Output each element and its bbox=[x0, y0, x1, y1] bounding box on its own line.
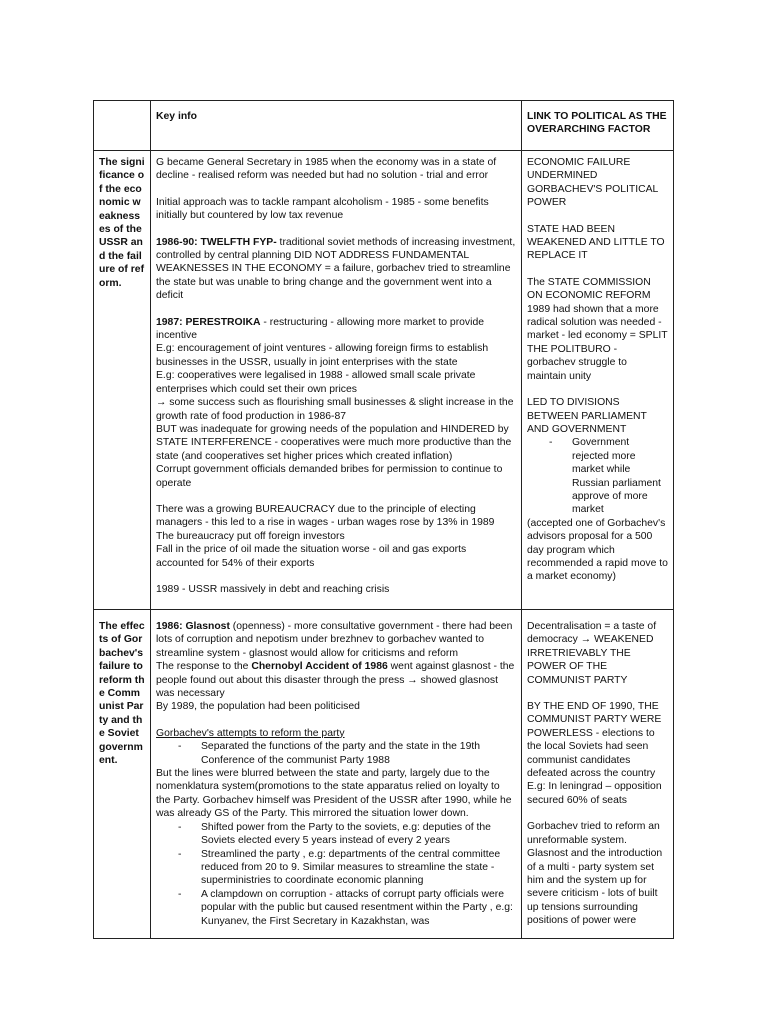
bold-heading: 1987: PERESTROIKA bbox=[156, 316, 261, 328]
line: BUT was inadequate for growing needs of the population and HINDERED by STATE INTERFERENCE - cooperatives were much more productive than the state (and cooperatives set higher prices which created inflation) bbox=[156, 423, 512, 462]
dash-bullet: - bbox=[178, 741, 182, 753]
row-title-economic: The significance of the economic weaknesses of the USSR and the failure of reform. bbox=[94, 151, 151, 610]
dash-bullet: - bbox=[178, 888, 182, 900]
twelfth-fyp-paragraph bbox=[156, 236, 516, 303]
paragraph: 1989 - USSR massively in debt and reaching crisis bbox=[156, 583, 390, 595]
list-item-text: A clampdown on corruption - attacks of corrupt party officials were popular with the public but caused resentment within the Party , e.g: Kunyanev, the First Secretary in Kazakhstan, was bbox=[201, 888, 513, 927]
paragraph: Gorbachev tried to reform an unreformable system. Glasnost and the introduction of a multi - party system set him and the system up for severe criticism - lots of built up tensions surrounding positions of power were bbox=[527, 821, 663, 927]
text: - restructuring - allowing more market to provide incentive bbox=[156, 316, 484, 342]
line: Corrupt government officials demanded bribes for permission to continue to operate bbox=[156, 464, 503, 489]
bold-heading: 1986: Glasnost bbox=[156, 621, 230, 632]
paragraph: (accepted one of Gorbachev's advisors proposal for a 500 day program which recommended a rapid move to a market economy) bbox=[527, 517, 668, 583]
bold-heading: 1986-90: TWELFTH FYP- bbox=[156, 236, 277, 248]
line: The bureaucracy put off foreign investors bbox=[156, 530, 345, 542]
line: E.g: encouragement of joint ventures - allowing foreign firms to establish businesses in the USSR, usually in joint enterprises with the state bbox=[156, 343, 489, 368]
row-title-party: The effects of Gorbachev's failure to reform the Communist Party and the Soviet government. bbox=[94, 610, 151, 939]
list-item-text: Government rejected more market while Russian parliament approve of more market bbox=[572, 437, 661, 516]
text: went against glasnost - the people found out about this disaster through the press → showed glasnost was necessary bbox=[156, 661, 515, 700]
paragraph: STATE HAD BEEN WEAKENED AND LITTLE TO REPLACE IT bbox=[527, 223, 665, 262]
text: The response to the bbox=[156, 661, 252, 673]
text: traditional soviet methods of increasing investment, controlled by central planning DID NOT ADDRESS FUNDAMENTAL WEAKNESSES IN THE ECONOMY = a failure, gorbachev tried to streamline the state but was unable to bring change and the government went into a deficit bbox=[156, 236, 516, 302]
header-row bbox=[94, 101, 674, 151]
paragraph: The STATE COMMISSION ON ECONOMIC REFORM 1989 had shown that a more radical solution was needed - market - led economy = SPLIT THE POLITBURO - gorbachev struggle to maintain unity bbox=[527, 276, 668, 382]
economic-weakness-row bbox=[94, 151, 674, 610]
bullet-list bbox=[156, 821, 516, 928]
list-item-text: Streamlined the party , e.g: departments of the central committee reduced from 20 to 9. Similar measures to streamline the state - superministries to coordinate economic planning bbox=[201, 848, 501, 887]
key-info-economic bbox=[151, 151, 522, 610]
line: E.g: cooperatives were legalised in 1988 - allowed small scale private enterprises which could set their own prices bbox=[156, 370, 476, 395]
reform-heading: Gorbachev's attempts to reform the party bbox=[156, 727, 345, 739]
list-item bbox=[527, 436, 668, 516]
dash-bullet: - bbox=[178, 848, 182, 860]
line: There was a growing BUREAUCRACY due to the principle of electing managers - this led to a rise in wages - urban wages rose by 13% in 1989 bbox=[156, 503, 495, 529]
bullet-list bbox=[156, 740, 516, 767]
text: (openness) - more consultative government - there had been lots of corruption and nepotism under brezhnev to gorbachev wanted to streamline system - glasnost would allow for criticisms and reform bbox=[156, 621, 513, 659]
link-political-economic bbox=[522, 151, 674, 610]
paragraph: ECONOMIC FAILURE UNDERMINED GORBACHEV'S POLITICAL POWER bbox=[527, 157, 658, 209]
paragraph: But the lines were blurred between the state and party, largely due to the nomenklatura system(promotions to the state apparatus relied on loyalty to the Party. Gorbachev himself was President of the USSR after 1990, while he was already GS of the Party. This mirrored the situation lower down. bbox=[156, 768, 512, 820]
party-reform-row bbox=[94, 610, 674, 939]
glasnost-paragraph bbox=[156, 620, 516, 660]
list-item bbox=[156, 740, 516, 767]
line: → some success such as flourishing small businesses & slight increase in the growth rate of food production in 1986-87 bbox=[156, 397, 514, 422]
paragraph: Decentralisation = a taste of democracy → WEAKENED IRRETRIEVABLY THE POWER OF THE COMMUNIST PARTY bbox=[527, 621, 657, 686]
notes-table bbox=[93, 100, 674, 939]
header-link-political: LINK TO POLITICAL AS THE OVERARCHING FACTOR bbox=[522, 101, 674, 151]
paragraph: LED TO DIVISIONS BETWEEN PARLIAMENT AND GOVERNMENT bbox=[527, 397, 647, 435]
list-item bbox=[156, 848, 516, 888]
list-item-text: Separated the functions of the party and the state in the 19th Conference of the communist Party 1988 bbox=[201, 741, 481, 766]
dash-bullet: - bbox=[178, 821, 182, 833]
paragraph: BY THE END OF 1990, THE COMMUNIST PARTY WERE POWERLESS - elections to the local Soviets had seen communist candidates defeated across the country E.g: In leningrad – opposition secured 60% of seats bbox=[527, 701, 662, 806]
paragraph: G became General Secretary in 1985 when the economy was in a state of decline - realised reform was needed but had no solution - trial and error bbox=[156, 157, 497, 182]
key-info-party bbox=[151, 610, 522, 939]
list-item bbox=[156, 888, 516, 928]
line: Fall in the price of oil made the situation worse - oil and gas exports accounted for 54% of their exports bbox=[156, 544, 467, 569]
list-item bbox=[156, 821, 516, 848]
paragraph: Initial approach was to tackle rampant alcoholism - 1985 - some benefits initially but countered by low tax revenue bbox=[156, 196, 489, 222]
dash-bullet: - bbox=[549, 437, 553, 449]
link-political-party bbox=[522, 610, 674, 939]
header-key-info: Key info bbox=[151, 101, 522, 151]
bold-heading: Chernobyl Accident of 1986 bbox=[251, 661, 388, 673]
bullet-list bbox=[527, 436, 668, 516]
list-item-text: Shifted power from the Party to the soviets, e.g: deputies of the Soviets elected every 5 years instead of every 2 years bbox=[201, 821, 491, 847]
perestroika-paragraph bbox=[156, 316, 516, 343]
chernobyl-paragraph bbox=[156, 660, 516, 700]
header-empty-cell bbox=[94, 101, 151, 151]
paragraph: By 1989, the population had been politicised bbox=[156, 701, 360, 713]
